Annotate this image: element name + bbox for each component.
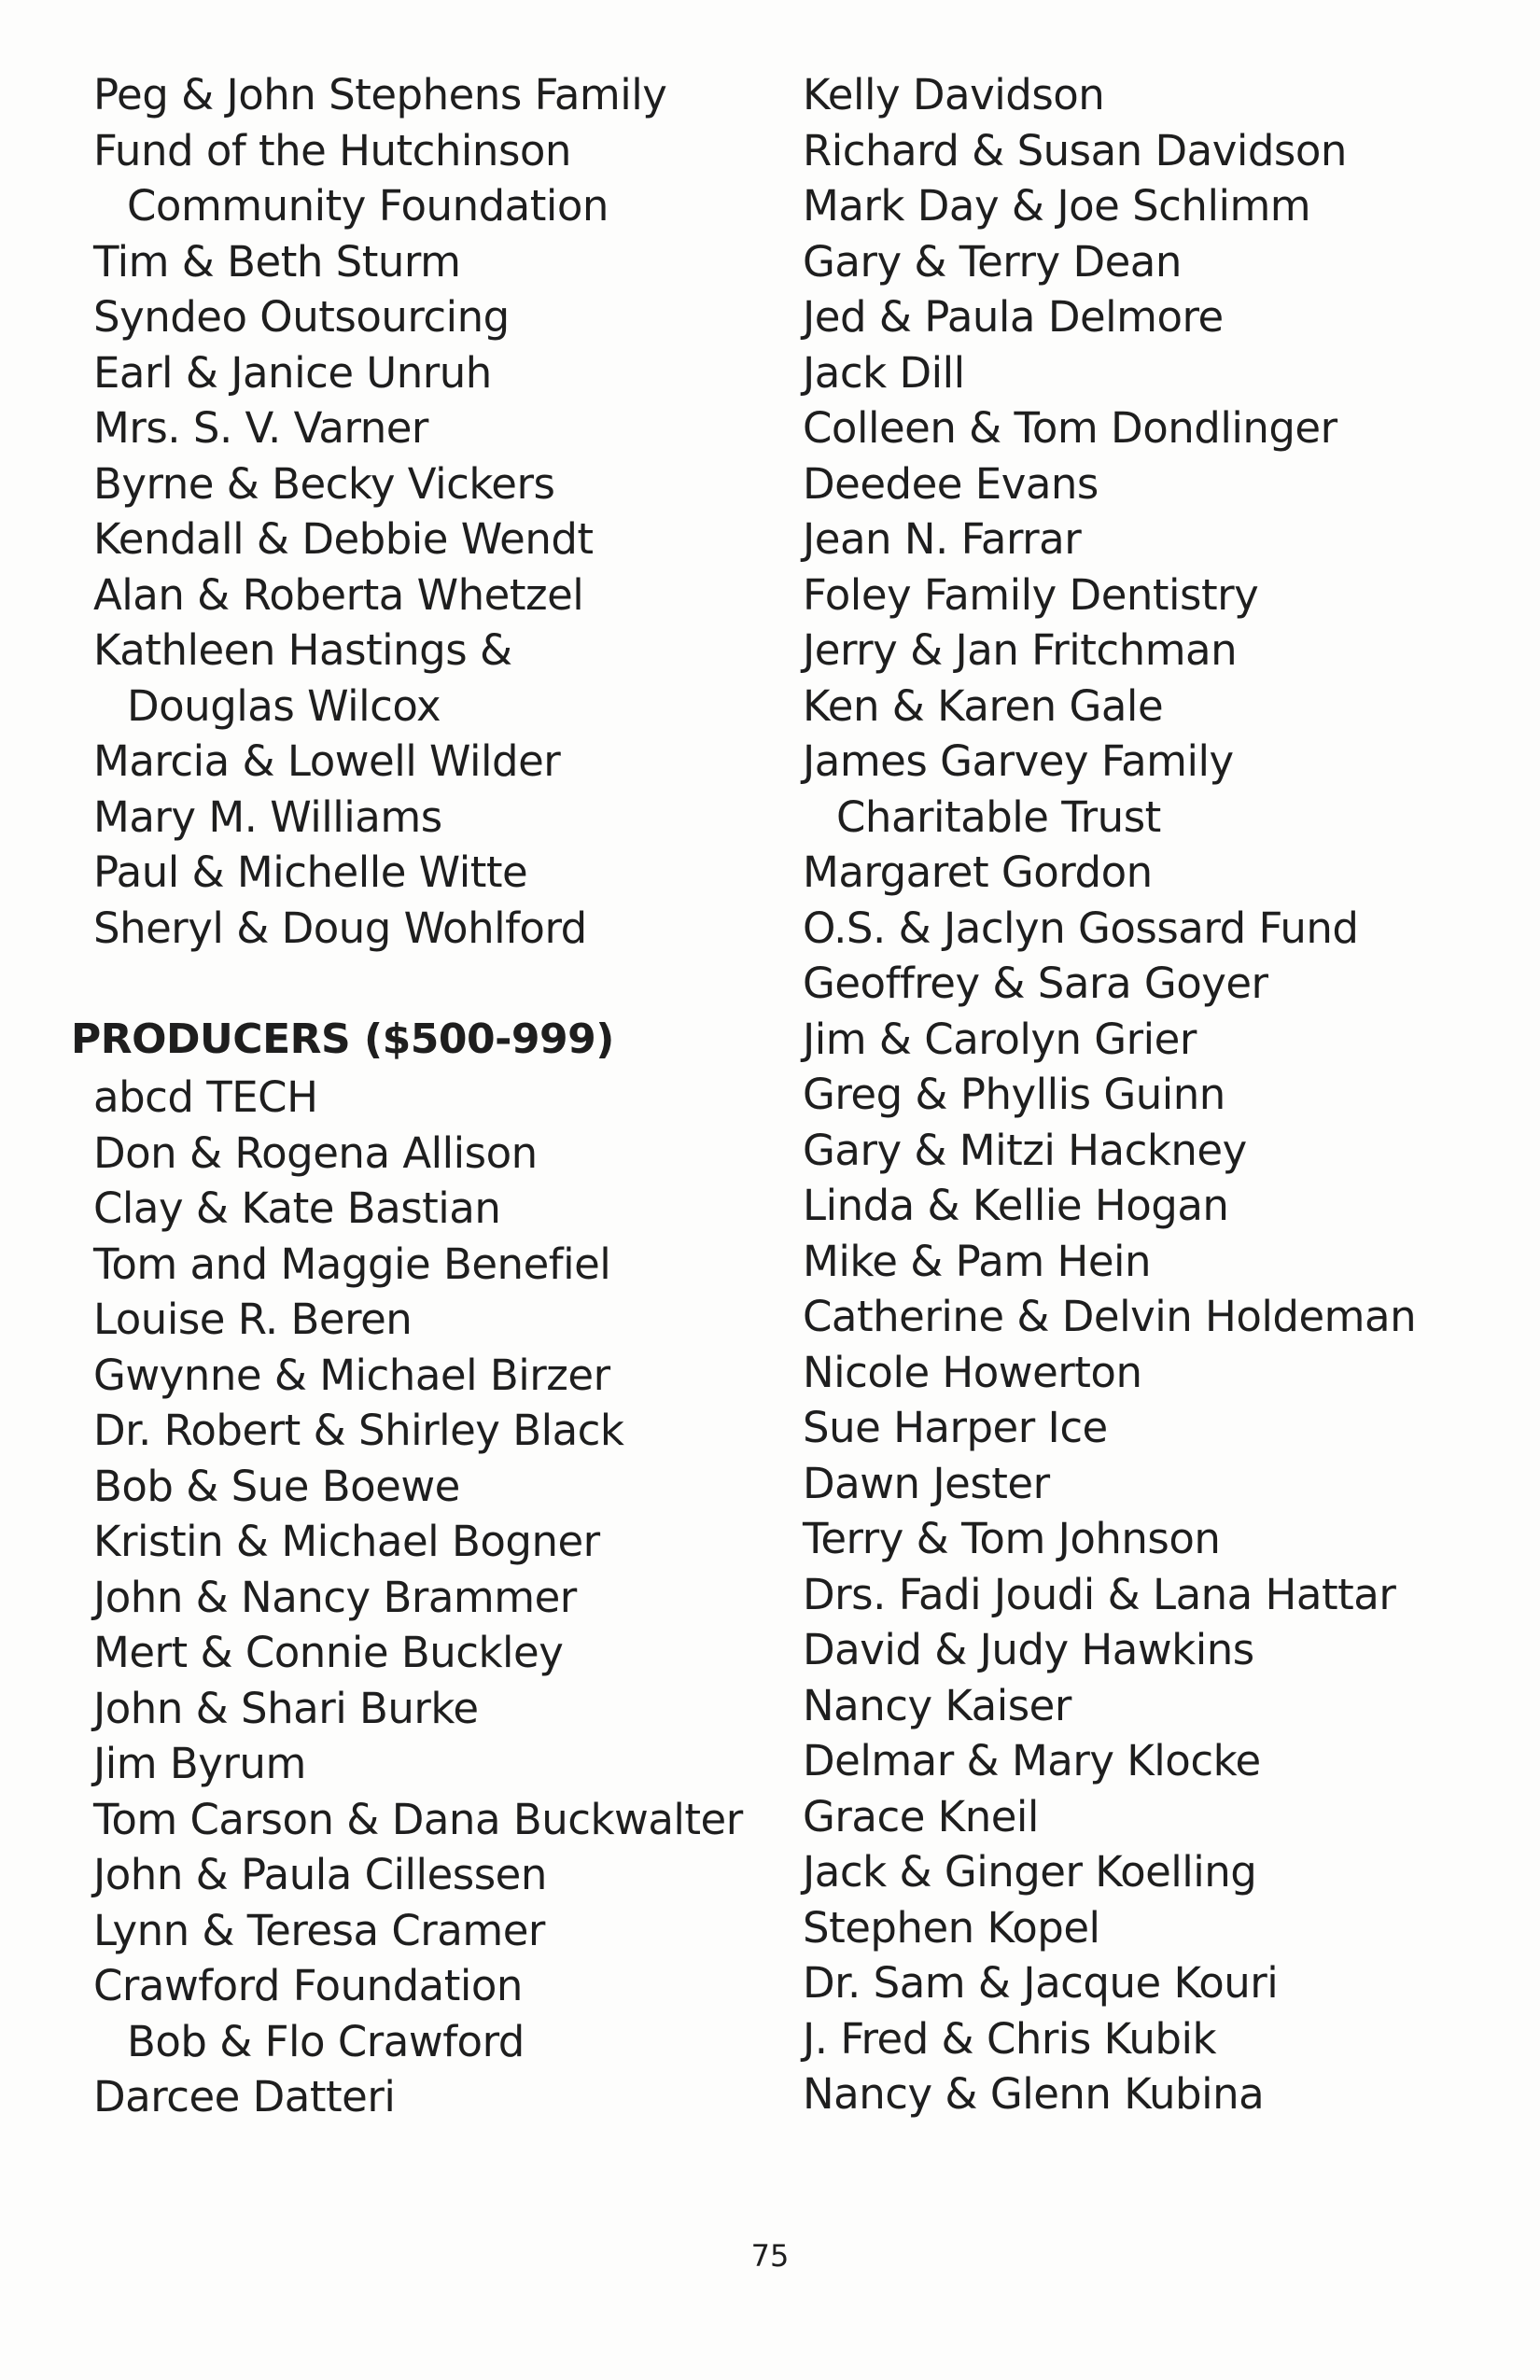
donor-name: Dr. Sam & Jacque Kouri: [803, 1958, 1279, 2008]
donor-name: Fund of the Hutchinson: [93, 125, 571, 175]
donor-name: Grace Kneil: [803, 1791, 1039, 1841]
donor-name: Jack & Ginger Koelling: [803, 1847, 1257, 1897]
section-heading-producers: PRODUCERS ($500-999): [71, 1015, 614, 1063]
donor-name: David & Judy Hawkins: [803, 1625, 1254, 1674]
donor-name: Kristin & Michael Bogner: [93, 1517, 600, 1566]
donor-name: Gary & Terry Dean: [803, 236, 1182, 287]
donor-name-continuation: Douglas Wilcox: [127, 680, 441, 731]
donor-name: Jed & Paula Delmore: [803, 292, 1224, 342]
donor-name: Gwynne & Michael Birzer: [93, 1350, 610, 1400]
section-gap: [93, 956, 775, 1012]
donor-name: Byrne & Becky Vickers: [93, 458, 555, 509]
donor-name: Jim & Carolyn Grier: [803, 1014, 1197, 1064]
donor-name: Dawn Jester: [803, 1458, 1050, 1508]
donor-name: Delmar & Mary Klocke: [803, 1736, 1261, 1785]
donor-name: Crawford Foundation: [93, 1961, 523, 2010]
donor-name: Mary M. Williams: [93, 791, 442, 842]
donor-name: Clay & Kate Bastian: [93, 1183, 501, 1233]
donor-name: John & Shari Burke: [93, 1683, 479, 1733]
donor-name: Stephen Kopel: [803, 1902, 1100, 1953]
donor-name: Foley Family Dentistry: [803, 569, 1259, 620]
donor-name: Nancy & Glenn Kubina: [803, 2069, 1265, 2119]
donor-name: Mike & Pam Hein: [803, 1236, 1152, 1286]
donor-name: Greg & Phyllis Guinn: [803, 1070, 1225, 1119]
donor-name-continuation: Charitable Trust: [836, 791, 1161, 842]
donor-name: Mert & Connie Buckley: [93, 1628, 564, 1677]
donor-name: Drs. Fadi Joudi & Lana Hattar: [803, 1569, 1396, 1619]
donor-list-top: [93, 67, 775, 956]
donor-name: Terry & Tom Johnson: [803, 1514, 1221, 1563]
left-column: [71, 67, 775, 2125]
donor-name: Richard & Susan Davidson: [803, 125, 1347, 175]
donor-name: Tim & Beth Sturm: [93, 236, 461, 287]
donor-name: Kelly Davidson: [803, 70, 1105, 119]
donor-name: Gary & Mitzi Hackney: [803, 1125, 1247, 1175]
donor-name: abcd TECH: [93, 1072, 318, 1122]
donor-name: Alan & Roberta Whetzel: [93, 569, 584, 620]
donor-name: Kathleen Hastings &: [93, 625, 512, 675]
donor-name: Nancy Kaiser: [803, 1680, 1071, 1730]
donor-name: Peg & John Stephens Family: [93, 70, 667, 119]
donor-name-continuation: Community Foundation: [127, 181, 609, 231]
donor-name: Catherine & Delvin Holdeman: [803, 1292, 1417, 1341]
donor-name: Sheryl & Doug Wohlford: [93, 903, 587, 953]
donor-name: Colleen & Tom Dondlinger: [803, 403, 1337, 453]
donor-name: Deedee Evans: [803, 458, 1099, 509]
producers-donor-list: [93, 1070, 775, 2125]
donor-name: Syndeo Outsourcing: [93, 292, 510, 342]
donor-name: Geoffrey & Sara Goyer: [803, 959, 1268, 1008]
donor-name: Ken & Karen Gale: [803, 680, 1164, 731]
donor-name: Jerry & Jan Fritchman: [803, 625, 1238, 675]
donor-name: Louise R. Beren: [93, 1295, 413, 1344]
donor-name: Bob & Sue Boewe: [93, 1461, 460, 1511]
donor-name: Margaret Gordon: [803, 847, 1153, 897]
donor-name: Dr. Robert & Shirley Black: [93, 1406, 624, 1455]
donor-name: Lynn & Teresa Cramer: [93, 1905, 545, 1955]
donor-name: Kendall & Debbie Wendt: [93, 514, 594, 564]
donor-name: Paul & Michelle Witte: [93, 847, 528, 897]
donor-name: Jack Dill: [803, 347, 965, 398]
donor-name: Don & Rogena Allison: [93, 1127, 538, 1178]
page-number: 75: [750, 2238, 790, 2274]
donor-name: Jim Byrum: [93, 1739, 306, 1788]
donor-name: Jean N. Farrar: [803, 514, 1082, 564]
donor-name-continuation: Bob & Flo Crawford: [127, 2016, 525, 2066]
donor-name: John & Nancy Brammer: [93, 1572, 577, 1622]
donor-name: John & Paula Cillessen: [93, 1850, 547, 1899]
donor-name: Tom and Maggie Benefiel: [93, 1239, 611, 1289]
donor-name: Linda & Kellie Hogan: [803, 1181, 1229, 1230]
right-column: [803, 67, 1512, 2122]
producers-donor-list-continued: [803, 67, 1512, 2122]
donor-name: Marcia & Lowell Wilder: [93, 736, 561, 786]
donor-name: Tom Carson & Dana Buckwalter: [93, 1794, 743, 1844]
donor-name: Nicole Howerton: [803, 1347, 1142, 1397]
donor-name: James Garvey Family: [803, 736, 1234, 786]
donor-name: Mrs. S. V. Varner: [93, 403, 428, 453]
donor-name: J. Fred & Chris Kubik: [803, 2013, 1217, 2064]
donor-name: Earl & Janice Unruh: [93, 347, 492, 398]
donor-name: Darcee Datteri: [93, 2072, 396, 2121]
donor-name: Mark Day & Joe Schlimm: [803, 181, 1311, 231]
donor-name: O.S. & Jaclyn Gossard Fund: [803, 903, 1359, 953]
donor-name: Sue Harper Ice: [803, 1403, 1108, 1452]
